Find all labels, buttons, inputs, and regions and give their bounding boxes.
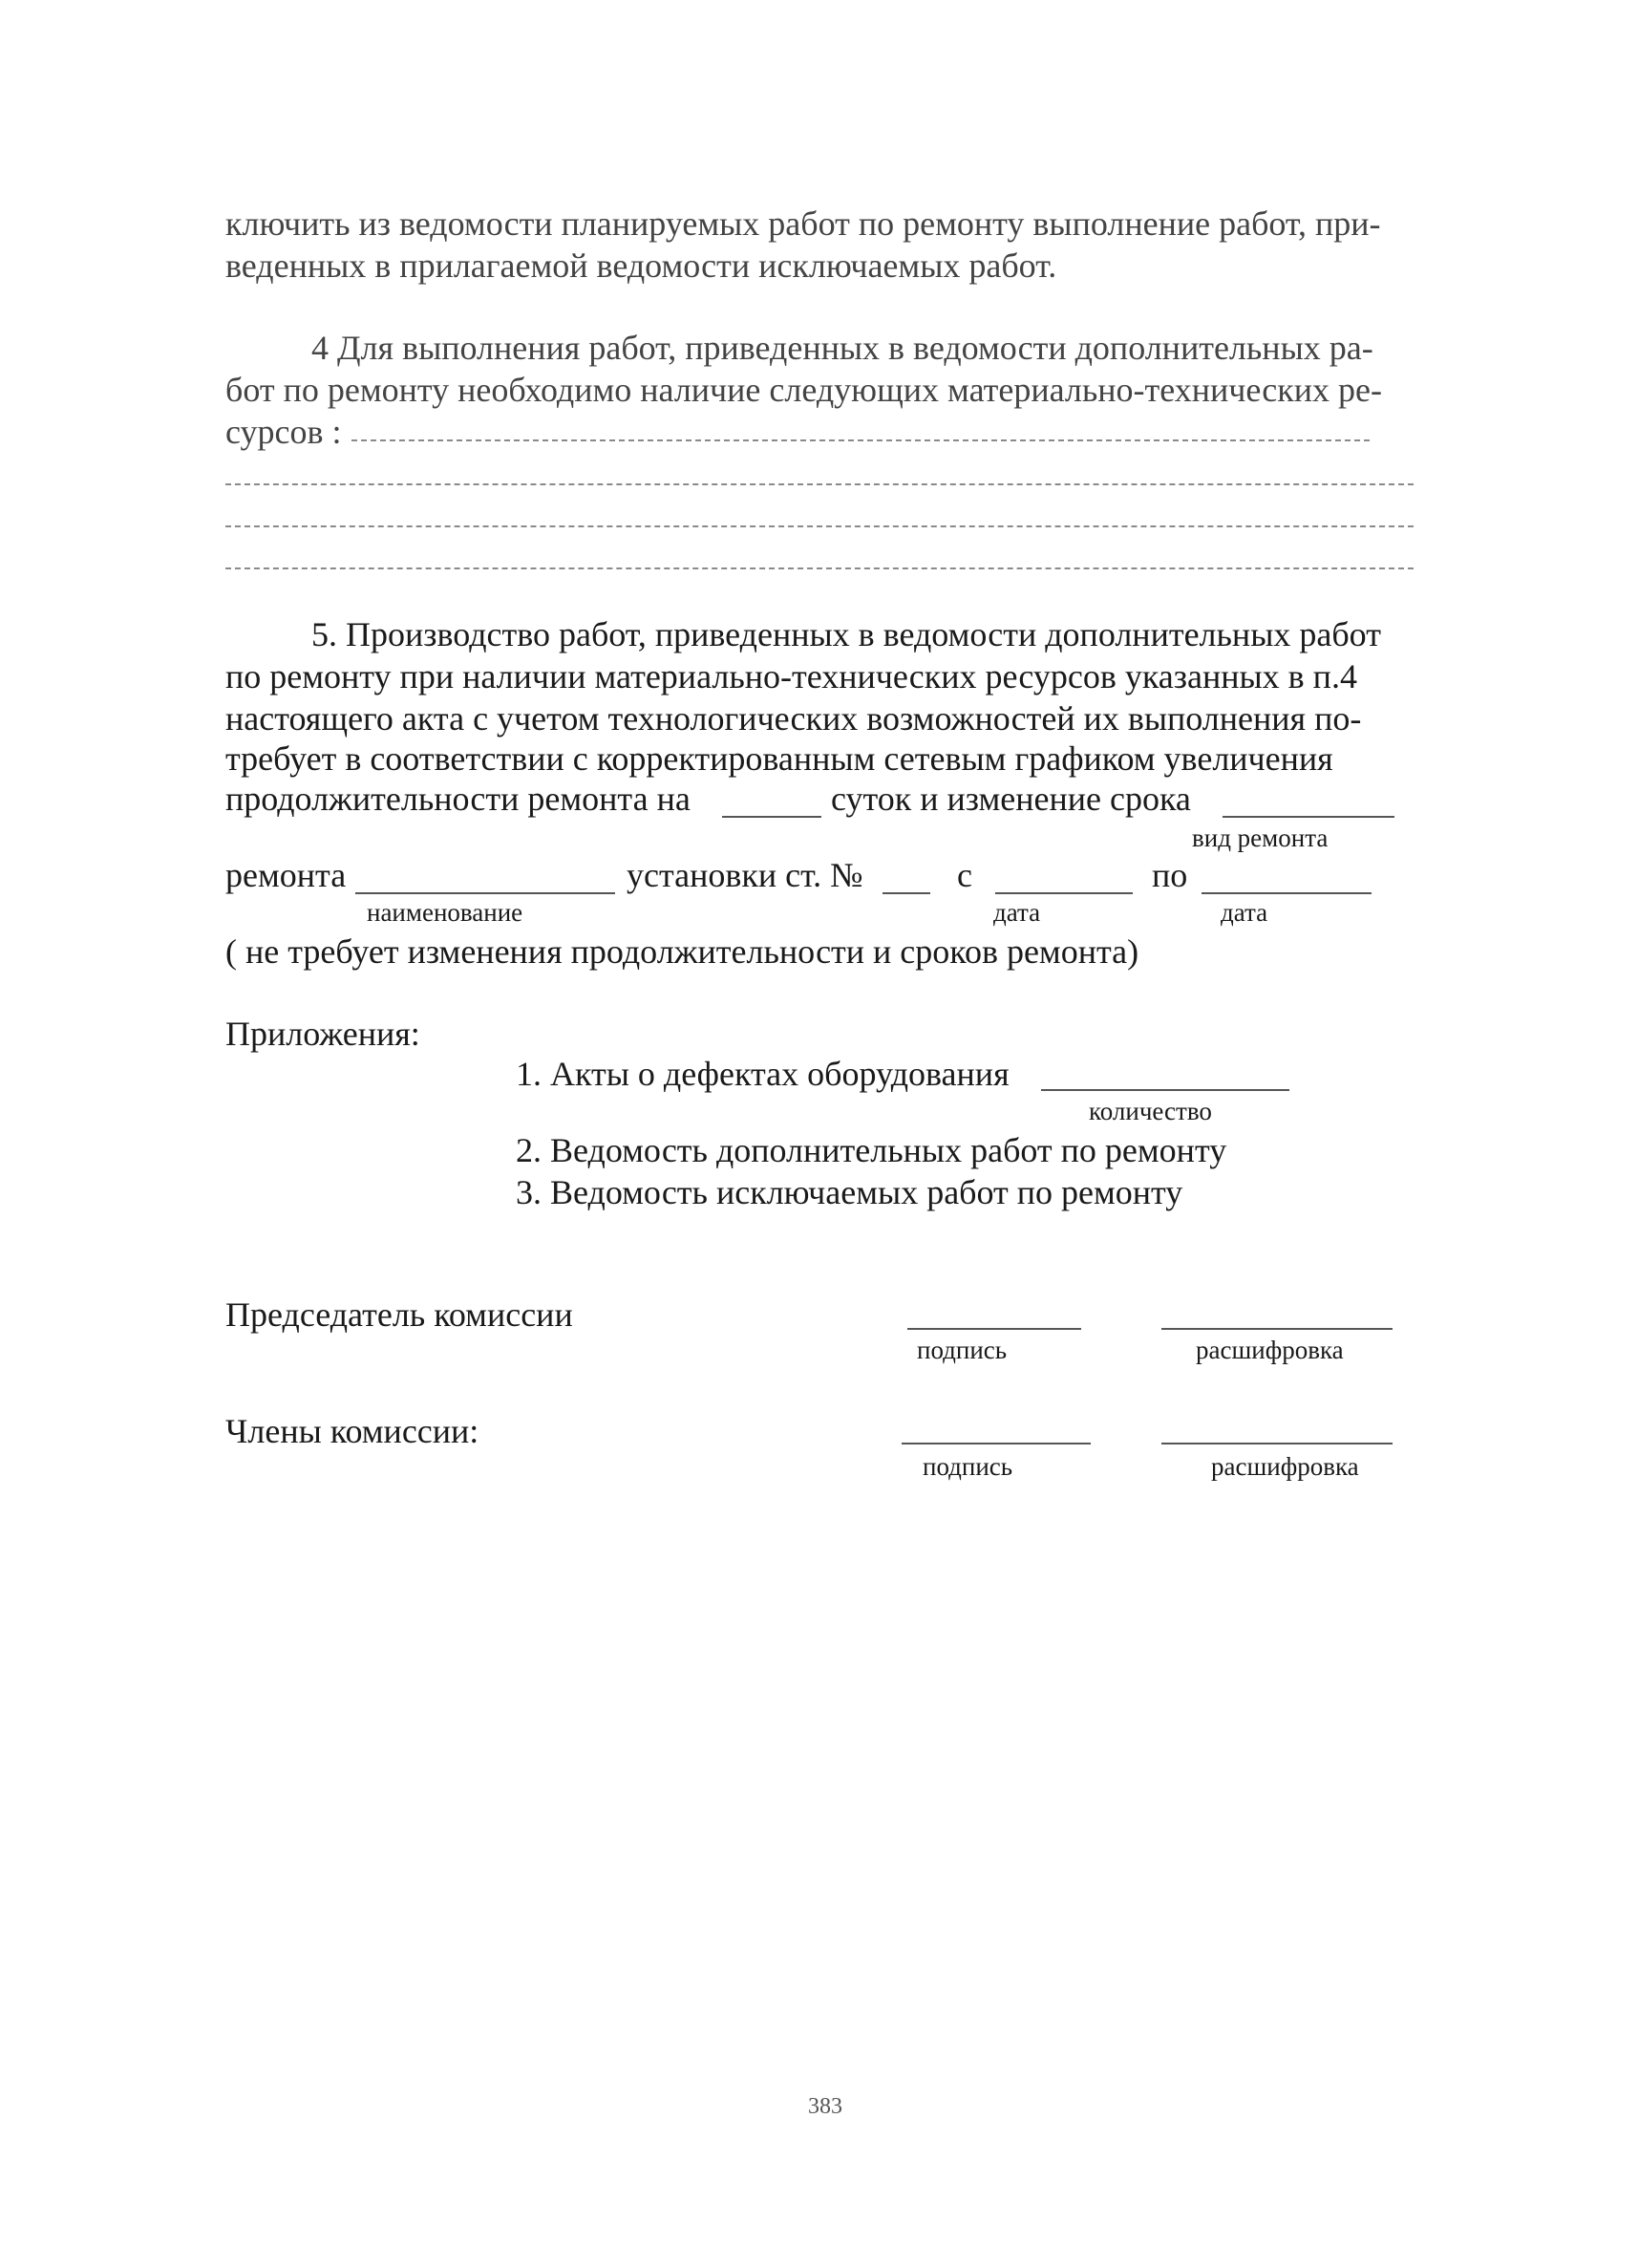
para5-line-4: требует в соответствии с корректированным сетевым графиком увеличения [225, 739, 1333, 778]
defect-count-blank[interactable] [1041, 1089, 1289, 1091]
appendix-item-2: 2. Ведомость дополнительных работ по ремонту [516, 1131, 1227, 1169]
para5-line-6-from: с [957, 856, 972, 894]
date-to-caption: дата [1221, 898, 1268, 927]
members-decode-blank[interactable] [1161, 1443, 1393, 1444]
defect-count-caption: количество [1089, 1097, 1212, 1125]
para4-line-2: бот по ремонту необходимо наличие следующих материально-технических ре- [225, 371, 1382, 409]
unit-name-blank[interactable] [355, 892, 615, 894]
prev-paragraph-line-1: ключить из ведомости планируемых работ по ремонту выполнение работ, при- [225, 204, 1381, 243]
days-blank[interactable] [722, 816, 821, 818]
para5-line-1: 5. Производство работ, приведенных в ведомости дополнительных работ [311, 615, 1381, 653]
appendix-item-1: 1. Акты о дефектах оборудования [516, 1055, 1010, 1093]
resources-fill-line-3[interactable] [225, 525, 1414, 527]
para5-line-6-to: по [1152, 856, 1188, 894]
repair-type-caption: вид ремонта [1192, 824, 1329, 852]
chairman-label: Председатель комиссии [225, 1295, 573, 1334]
chairman-signature-blank[interactable] [907, 1328, 1081, 1330]
chairman-signature-caption: подпись [917, 1336, 1008, 1364]
para5-line-5-mid: суток и изменение срока [831, 780, 1191, 818]
resources-fill-line-1[interactable] [351, 439, 1370, 441]
resources-fill-line-2[interactable] [225, 483, 1414, 485]
unit-name-caption: наименование [367, 898, 523, 927]
para5-line-5-start: продолжительности ремонта на [225, 780, 691, 818]
members-decode-caption: расшифровка [1211, 1452, 1359, 1481]
chairman-decode-caption: расшифровка [1196, 1336, 1344, 1364]
members-signature-caption: подпись [923, 1452, 1013, 1481]
station-number-blank[interactable] [883, 892, 930, 894]
chairman-decode-blank[interactable] [1161, 1328, 1393, 1330]
date-to-blank[interactable] [1202, 892, 1372, 894]
page-number: 383 [808, 2094, 842, 2119]
para5-line-3: настоящего акта с учетом технологических возможностей их выполнения по- [225, 699, 1362, 738]
date-from-caption: дата [993, 898, 1041, 927]
para4-line-3: сурсов : [225, 413, 342, 451]
members-label: Члены комиссии: [225, 1412, 479, 1450]
prev-paragraph-line-2: веденных в прилагаемой ведомости исключаемых работ. [225, 246, 1057, 285]
appendix-item-3: 3. Ведомость исключаемых работ по ремонту [516, 1173, 1183, 1211]
repair-type-blank[interactable] [1223, 816, 1394, 818]
members-signature-blank[interactable] [902, 1443, 1091, 1444]
para5-line-2: по ремонту при наличии материально-технических ресурсов указанных в п.4 [225, 657, 1357, 695]
para5-line-7: ( не требует изменения продолжительности и сроков ремонта) [225, 932, 1139, 971]
para5-line-6-unit: установки ст. № [627, 856, 863, 894]
appendices-heading: Приложения: [225, 1015, 420, 1053]
date-from-blank[interactable] [995, 892, 1133, 894]
para4-line-1: 4 Для выполнения работ, приведенных в ведомости дополнительных ра- [311, 329, 1373, 367]
resources-fill-line-4[interactable] [225, 567, 1414, 569]
para5-line-6-start: ремонта [225, 856, 347, 894]
